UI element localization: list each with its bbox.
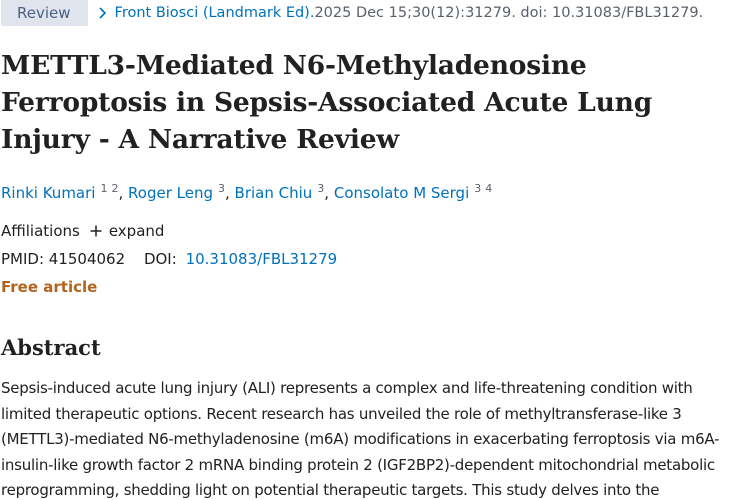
expand-label: expand [108,222,165,240]
author-list [1,182,492,202]
doi-label: DOI: [143,250,177,268]
publication-type-badge: Review [1,0,88,26]
affiliations-label: Affiliations [1,222,80,240]
affiliation-ref[interactable]: 2 [111,182,119,195]
affiliation-ref[interactable]: 1 [100,182,108,195]
pmid-label: PMID: [1,250,45,268]
affiliation-ref[interactable]: 3 [317,182,325,195]
journal-name: Front Biosci (Landmark Ed). [114,5,315,21]
article-title: METTL3-Mediated N6-Methyladenosine Ferroptosis in Sepsis-Associated Acute Lung Injury - A Narrative Review [1,50,653,155]
author-separator: , [118,184,124,202]
author-link[interactable]: Rinki Kumari [1,184,96,202]
abstract-text: Sepsis-induced acute lung injury (ALI) represents a complex and life-threatening condition with limited therapeutic options. Recent research has unveiled the role of methyltransferase-like 3 (METTL3)-mediated N6-methyladenosine (m6A) modifications in exacerbating ferroptosis via m6A-insulin-like growth factor 2 mRNA binding protein 2 (IGF2BP2)-dependent mitochondrial metabolic reprogramming, shedding light on potential therapeutic targets. This study delves into the [1,379,720,499]
article-identifiers [1,250,337,268]
pmid-value: 41504062 [48,250,126,268]
doi-link[interactable]: 10.31083/FBL31279 [185,250,338,268]
citation-row [0,0,750,26]
author-separator: , [224,184,230,202]
affiliations-row [1,222,164,240]
affiliations-expand-button[interactable] [90,222,165,240]
free-article-label: Free article [1,278,98,296]
author-link[interactable]: Consolato M Sergi [333,184,470,202]
affiliation-ref[interactable]: 3 [474,182,482,195]
plus-icon [90,225,102,237]
journal-link[interactable] [96,5,315,21]
author-separator: , [324,184,330,202]
author-link[interactable]: Roger Leng [128,184,213,202]
affiliation-ref[interactable]: 3 [217,182,225,195]
chevron-right-icon [96,6,110,20]
author-link[interactable]: Brian Chiu [234,184,313,202]
affiliation-ref[interactable]: 4 [485,182,493,195]
citation-details: 2025 Dec 15;30(12):31279. doi: 10.31083/FBL31279. [314,5,704,21]
abstract-heading: Abstract [1,335,101,360]
